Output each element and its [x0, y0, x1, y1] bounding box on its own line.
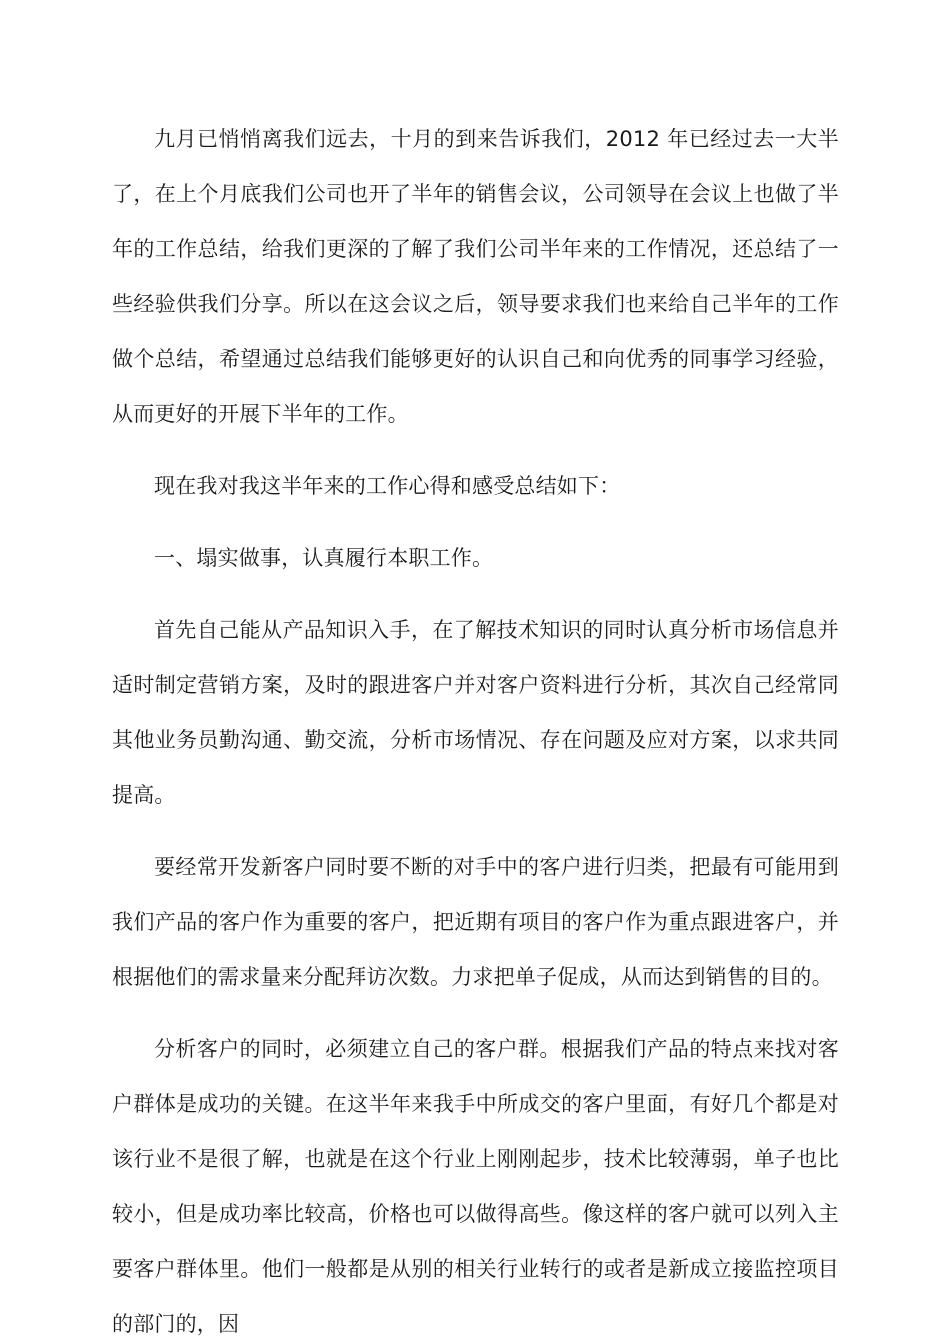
paragraph-section-one-body-3: 分析客户的同时，必须建立自己的客户群。根据我们产品的特点来找对客户群体是成功的关键。在这半年来我手中所成交的客户里面，有好几个都是对该行业不是很了解，也就是在这个行业上刚刚起步，技术比较薄弱，单子也比较小，但是成功率比较高，价格也可以做得高些。像这样的客户就可以列入主要客户群体里。他们一般都是从别的相关行业转行的或者是新成立接监控项目的部门的，因	[112, 1037, 839, 1336]
paragraph-section-one-body-2: 要经常开发新客户同时要不断的对手中的客户进行归类，把最有可能用到我们产品的客户作为重要的客户，把近期有项目的客户作为重点跟进客户，并根据他们的需求量来分配拜访次数。力求把单子促成，从而达到销售的目的。	[112, 855, 839, 989]
paragraph-section-one-body-1: 首先自己能从产品知识入手，在了解技术知识的同时认真分析市场信息并适时制定营销方案，及时的跟进客户并对客户资料进行分析，其次自己经常同其他业务员勤沟通、勤交流，分析市场情况、存在问题及应对方案，以求共同提高。	[112, 618, 839, 807]
section-one-heading: 一、塌实做事，认真履行本职工作。	[154, 546, 494, 570]
paragraph-intro: 九月已悄悄离我们远去，十月的到来告诉我们，2012 年已经过去一大半了，在上个月底我们公司也开了半年的销售会议，公司领导在会议上也做了半年的工作总结，给我们更深的了解了我们公司半年来的工作情况，还总结了一些经验供我们分享。所以在这会议之后，领导要求我们也来给自己半年的工作做个总结，希望通过总结我们能够更好的认识自己和向优秀的同事学习经验，从而更好的开展下半年的工作。	[112, 127, 839, 426]
paragraph-lead-in: 现在我对我这半年来的工作心得和感受总结如下：	[154, 474, 621, 498]
document-text-body	[112, 112, 839, 1344]
